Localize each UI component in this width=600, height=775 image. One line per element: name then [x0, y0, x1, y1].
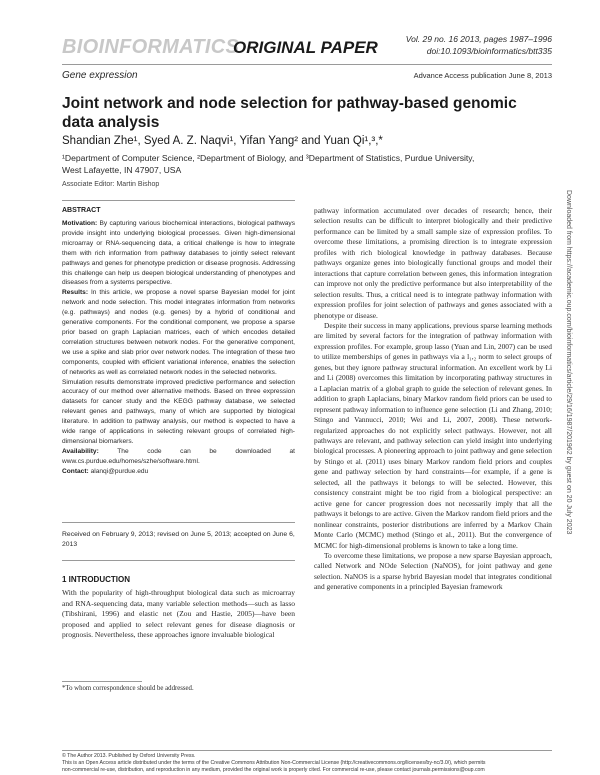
- journal-logo: BIOINFORMATICS: [62, 36, 240, 58]
- results-label: Results:: [62, 289, 89, 297]
- copyright-block: [62, 753, 552, 774]
- body-paragraph: To overcome these limitations, we propose a new sparse Bayesian approach, called Network and NOde Selection (NaNOS), for joint pathway and gene selection. NaNOS is a sparse hybrid Bayesian model that integrates conditional and generative components in a principled Bayesian framework: [314, 550, 552, 592]
- paper-type: ORIGINAL PAPER: [233, 38, 378, 57]
- right-column: [314, 206, 552, 593]
- license-line: non-commercial re-use, distribution, and reproduction in any medium, provided the original work is properly cited. For commercial re-use, please contact journals.permissions@oup.com: [62, 767, 485, 773]
- header-divider: [62, 64, 552, 65]
- motivation-text: By capturing various biochemical interactions, biological pathways provide insight into underlying biological processes. Given high-dimensional microarray or RNA-sequencing data, a critical challenge is how to integrate them with rich information from pathway databases to jointly select relevant pathways and genes for phenotype prediction or disease prognosis. Addressing this challenge can help us deepen biological understanding of phenotypes and diseases from a systems perspective.: [62, 220, 295, 287]
- affiliation-line: West Lafayette, IN 47907, USA: [62, 165, 182, 175]
- introduction-heading: 1 INTRODUCTION: [62, 575, 130, 584]
- citation-volume: Vol. 29 no. 16 2013, pages 1987–1996: [405, 34, 552, 44]
- journal-header: [62, 34, 552, 64]
- citation-doi[interactable]: doi:10.1093/bioinformatics/btt335: [426, 45, 552, 56]
- received-dates: Received on February 9, 2013; revised on June 5, 2013; accepted on June 6, 2013: [62, 531, 295, 548]
- abstract-availability: [62, 447, 295, 467]
- abstract-results: [62, 288, 295, 377]
- body-paragraph: Despite their success in many applications, previous sparse learning methods are limited by several factors for the integration of pathway information with expression profiles. For example, group lasso (Yuan and Lin, 2007) can be used to utilize memberships of genes in pathways via a l₁,₂ norm to select groups of genes, but they ignore pathway structural information. An excellent work by Li and Li (2008) overcomes this limitation by incorporating pathway structures in a Laplacian matrix of a global graph to guide the selection of relevant genes. In addition to graph Laplacians, binary Markov random field priors can be used to represent pathway information to influence gene selection (Li and Zhang, 2010; Stingo and Vannucci, 2010; Wei and Li, 2007, 2008). These network-regularized approaches do not explicitly select pathways. However, not all pathways are relevant, and pathway selection can yield insight into underlying biological processes. A pioneering approach to joint pathway and gene selection by Stingo et al. (2011) uses binary Markov random field priors and couples gene and pathway selection by hard constraints—for example, if a gene is selected, all the pathways it belongs to will be selected. However, this consistency constraint might be too rigid from a biological perspective: an active gene for cancer progression does not necessarily imply that all the pathways it belongs to are active. Given the Markov random field priors and the nonlinear constraints, posterior distributions are inferred by a Markov Chain Monte Carlo (MCMC) method (Stingo et al., 2011). But the convergence of MCMC for high-dimensional problems is known to take a long time.: [314, 320, 552, 550]
- abstract-contact: [62, 467, 295, 477]
- advance-access: Advance Access publication June 8, 2013: [413, 71, 552, 80]
- footer-divider: [62, 750, 552, 751]
- body-paragraph: pathway information accumulated over decades of research; hence, their selection results can be difficult to interpret biologically and their predictive performance can be limited by a small sample size of expression profiles. To overcome these limitations, a promising direction is to integrate expression profiles with rich biological knowledge in pathway databases. Because pathways organize genes into biologically functional groups and model their interactions that capture correlation between genes, this information integration can improve not only the predictive performance but also interpretability of the selection results. Thus, a critical need is to integrate pathway information with expression profiles for joint selection of pathways and genes associated with a phenotype or disease.: [314, 206, 552, 320]
- author-list: Shandian Zhe¹, Syed A. Z. Naqvi¹, Yifan Yang² and Yuan Qi¹,³,*: [62, 135, 383, 147]
- introduction-text: With the popularity of high-throughput biological data such as microarray and RNA-sequencing data, many variable selection methods—such as lasso (Tibshirani, 1996) and elastic net (Zou and Hastie, 2005)—have been proposed and applied to select relevant genes for disease diagnosis or prognosis. Nevertheless, these approaches ignore invaluable biological: [62, 588, 295, 640]
- abstract-heading: ABSTRACT: [62, 207, 101, 214]
- abstract-simulation: Simulation results demonstrate improved predictive performance and selection accuracy of our method over alternative methods. Based on three expression datasets for cancer study and the KEGG pathway database, we selected relevant genes and pathways, many of which are supported by biological literature. In addition to pathway analysis, our method is expected to have a wide range of applications in selecting relevant groups of correlated high-dimensional biomarkers.: [62, 378, 295, 445]
- contact-label: Contact:: [62, 467, 89, 475]
- abstract-bottom-rule: [62, 522, 295, 523]
- availability-link[interactable]: The code can be downloaded at www.cs.purdue.edu/homes/szhe/software.html.: [62, 447, 295, 465]
- received-rule: [62, 560, 295, 561]
- abstract-body: [62, 219, 295, 477]
- results-text: In this article, we propose a novel sparse Bayesian model for joint network and node selection. This model integrates information from networks (e.g. pathways) and nodes (e.g. genes) by a hybrid of conditional and generative components. For the conditional component, we propose a sparse prior based on graph Laplacian matrices, each of which encodes detailed correlation structures between network nodes. For the generative component, we use a spike and slab prior over network nodes. The integration of these two components, coupled with efficient variational inference, enables the selection of networks as well as correlated network nodes in the selected networks.: [62, 289, 295, 376]
- left-column: [62, 200, 295, 750]
- abstract-motivation: [62, 219, 295, 288]
- availability-label: Availability:: [62, 447, 99, 455]
- article-title: Joint network and node selection for pathway-based genomic data analysis: [62, 95, 517, 131]
- download-watermark: Downloaded from https://academic.oup.com/bioinformatics/article/29/16/1987/201962 by guest on 20 July 2023: [565, 190, 572, 535]
- affiliations: [62, 152, 552, 176]
- motivation-label: Motivation:: [62, 220, 98, 227]
- citation-block: [406, 34, 552, 57]
- footnote-rule: [62, 681, 142, 682]
- affiliation-line: ¹Department of Computer Science, ²Department of Biology, and ³Department of Statistics, Purdue University,: [62, 153, 475, 163]
- associate-editor: Associate Editor: Martin Bishop: [62, 181, 160, 188]
- abstract-top-rule: [62, 200, 295, 201]
- section-bar: [62, 70, 552, 82]
- license-line: This is an Open Access article distributed under the terms of the Creative Commons Attribution Non-Commercial License (http://creativecommons.org/licenses/by-nc/3.0/), which permits: [62, 760, 486, 766]
- section-name: Gene expression: [62, 70, 138, 81]
- footnote: *To whom correspondence should be addressed.: [62, 685, 194, 692]
- copyright-line: © The Author 2013. Published by Oxford University Press.: [62, 753, 196, 759]
- contact-email[interactable]: alanqi@purdue.edu: [90, 467, 149, 475]
